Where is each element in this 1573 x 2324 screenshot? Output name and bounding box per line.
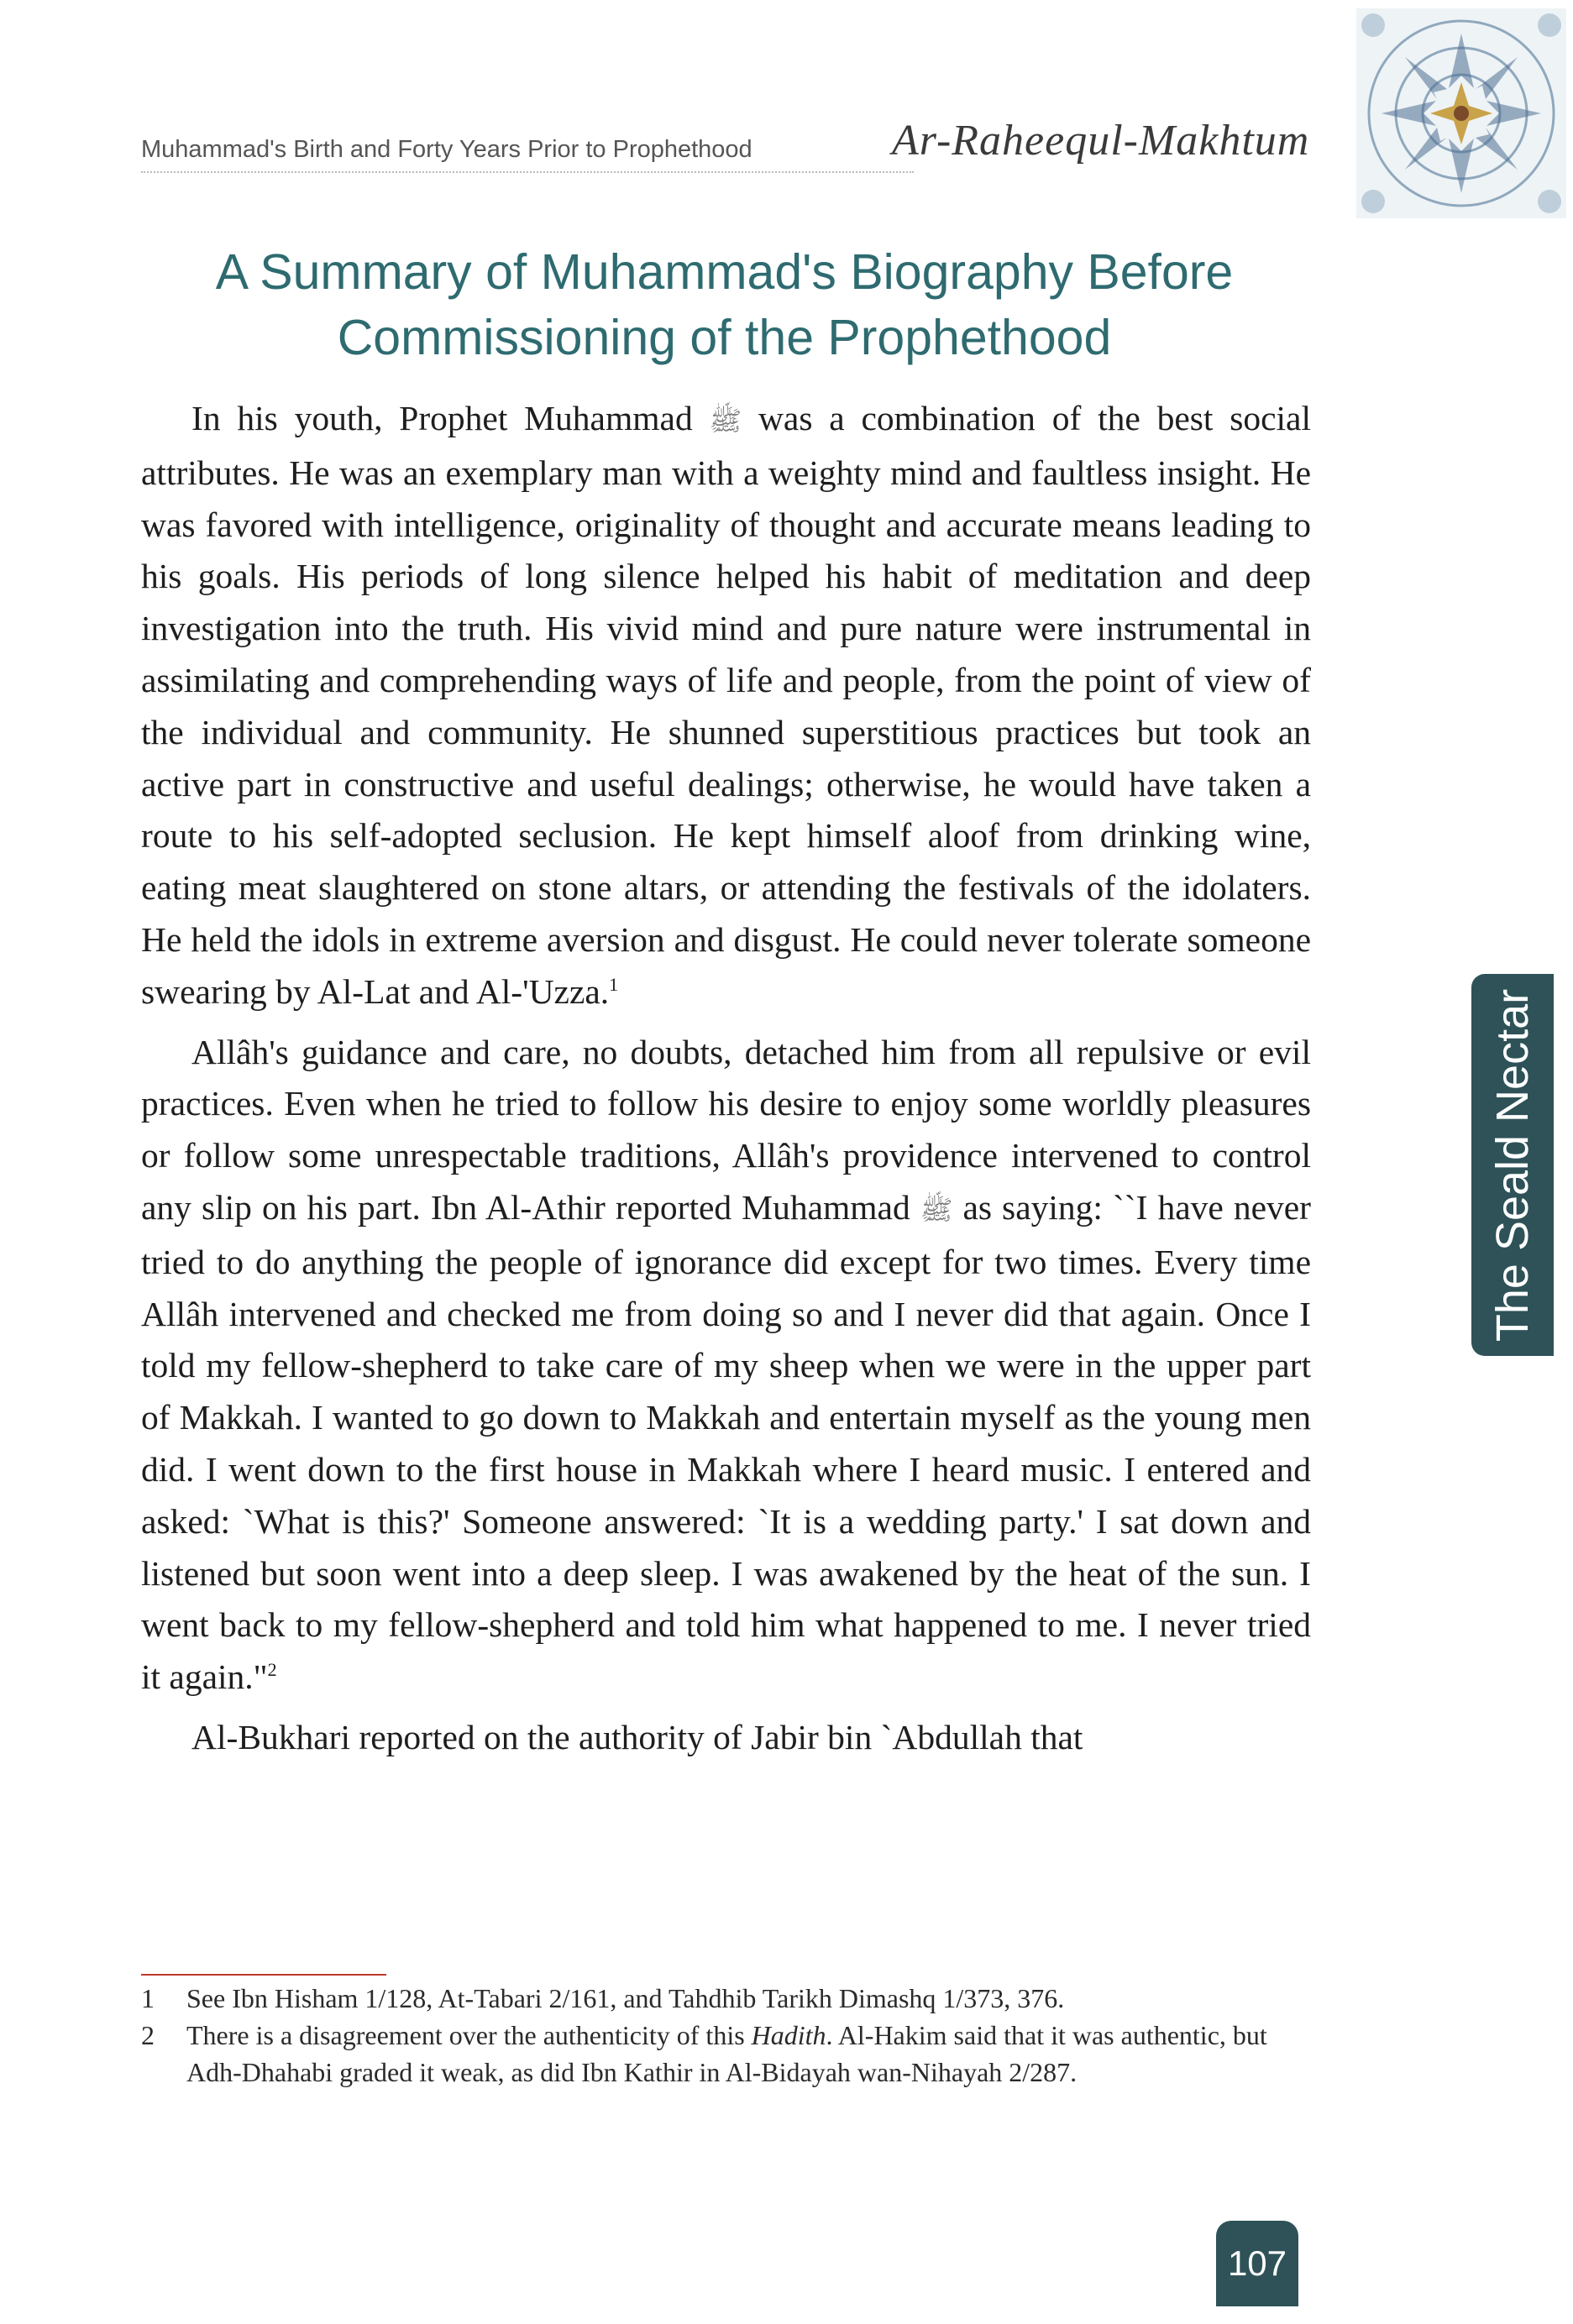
footnote-number: 1 [141, 1983, 155, 2013]
paragraph: Allâh's guidance and care, no doubts, detached him from all repulsive or evil practices. Even when he tried to follow his desire to enjoy some worldly pleasures or follow some unrespectable traditions, Allâh's providence intervened to control any slip on his part. Ibn Al-Athir reported Muhammad ﷺ as saying: ``I have never tried to do anything the people of ignorance did except for two times. Every time Allâh intervened and checked me from doing so and I never did that again. Once I told my fellow-shepherd to take care of my sheep when we were in the upper part of Makkah. I wanted to go down to Makkah and entertain myself as the young men did. I went down to the first house in Makkah where I heard music. I entered and asked: `What is this?' Someone answered: `It is a wedding party.' I sat down and listened but soon went into a deep sleep. I was awakened by the heat of the sun. I went back to my fellow-shepherd and told him what happened to me. I never tried it again."$^2$ [141, 1032, 1311, 1697]
arabesque-ornament-icon [1356, 8, 1566, 218]
footnote-ref: 1 [609, 973, 619, 995]
body-text [141, 393, 1311, 1764]
footnote [141, 1980, 1311, 2017]
header-dotted-rule [141, 171, 914, 173]
running-title: Muhammad's Birth and Forty Years Prior to Prophethood [141, 136, 752, 163]
paragraph: In his youth, Prophet Muhammad ﷺ was a combination of the best social attributes. He was an exemplary man with a weighty mind and faultless insight. He was favored with intelligence, originality of thought and accurate means leading to his goals. His periods of long silence helped his habit of meditation and deep investigation into the truth. His vivid mind and pure nature were instrumental in assimilating and comprehending ways of life and people, from the point of view of the individual and community. He shunned superstitious practices but took an active part in constructive and useful dealings; otherwise, he would have taken a route to his self-adopted seclusion. He kept himself aloof from drinking wine, eating meat slaughtered on stone altars, or attending the festivals of the idolaters. He held the idols in extreme aversion and disgust. He could never tolerate someone swearing by Al-Lat and Al-'Uzza.$^1$ [141, 399, 1311, 1011]
paragraph: Al-Bukhari reported on the authority of Jabir bin `Abdullah that [191, 1717, 1083, 1756]
book-title-logo: Ar-Raheequl-Makhtum [892, 117, 1310, 165]
footnote-ref: 2 [267, 1659, 277, 1681]
footnote [141, 2017, 1311, 2091]
footnote-text: There is a disagreement over the authenticity of this Hadith. Al-Hakim said that it was authentic, but Adh-Dhahabi graded it weak, as did Ibn Kathir in Al-Bidayah wan-Nihayah 2/287. [186, 2020, 1267, 2087]
honorific-glyph: ﷺ [709, 406, 742, 436]
footnote-rule [141, 1974, 386, 1976]
honorific-glyph: ﷺ [920, 1194, 953, 1225]
side-tab-label: The Seald Nectar [1487, 988, 1538, 1342]
chapter-title: A Summary of Muhammad's Biography Before Commissioning of the Prophethood [215, 244, 1234, 365]
footnote-number: 2 [141, 2020, 155, 2050]
footnote-text: See Ibn Hisham 1/128, At-Tabari 2/161, and Tahdhib Tarikh Dimashq 1/373, 376. [186, 1983, 1065, 2013]
side-chapter-tab [1471, 974, 1554, 1356]
footnotes [141, 1980, 1311, 2091]
page-number: 107 [1216, 2221, 1298, 2306]
